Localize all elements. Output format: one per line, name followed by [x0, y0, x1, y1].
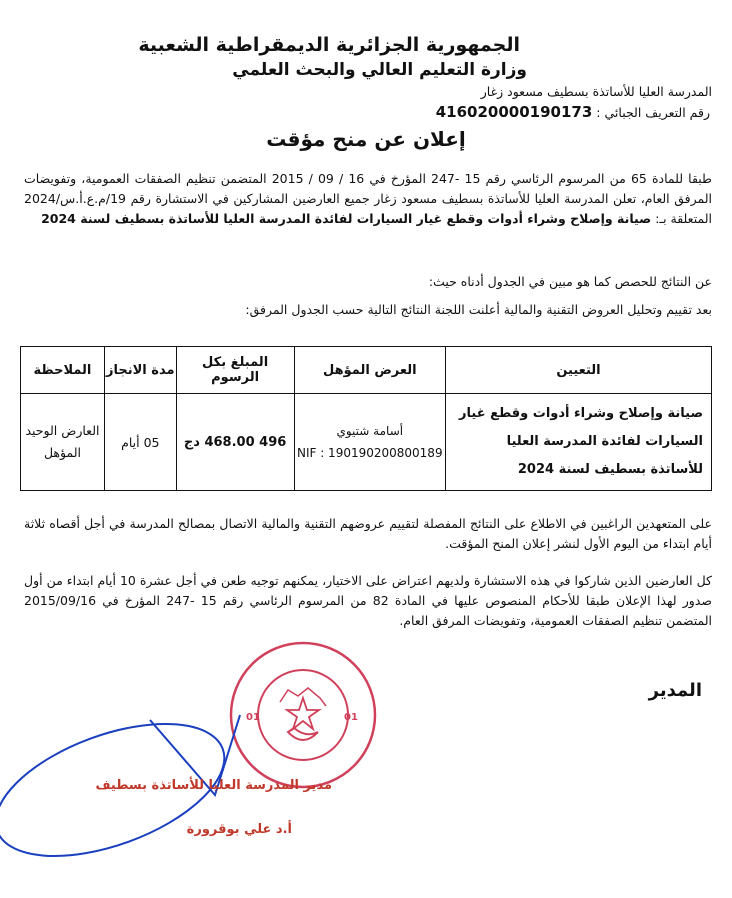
intro-subject: صيانة وإصلاح وشراء أدوات وقطع غيار السيارات لفائدة المدرسة العليا للأساتذة بسطيف لسنة 2024	[41, 211, 652, 226]
table-row	[21, 394, 712, 491]
table-header-row	[21, 347, 712, 394]
header-designation: التعيين	[445, 347, 711, 394]
cell-amount: 496 468.00 دج	[176, 394, 294, 491]
results-table	[20, 346, 712, 491]
cell-bidder	[294, 394, 445, 491]
header-note: الملاحظة	[21, 347, 105, 394]
director-label: المدير	[648, 680, 702, 701]
notice-details: على المتعهدين الراغبين في الاطلاع على النتائج المفصلة لتقييم عروضهم التقنية والمالية الاتصال بمصالح المدرسة في أجل أقصاه ثلاثة أيام ابتداء من اليوم الأول لنشر إعلان المنح المؤقت.	[24, 516, 712, 551]
school-name: المدرسة العليا للأساتذة بسطيف مسعود زغار	[480, 84, 712, 99]
tax-id	[436, 103, 710, 121]
stamp-number-right: 01	[344, 712, 358, 723]
bidder-nif: NIF : 190190200800189	[296, 446, 443, 460]
header-amount: المبلغ بكل الرسوم	[176, 347, 294, 394]
header-bidder: العرض المؤهل	[294, 347, 445, 394]
ministry-header: وزارة التعليم العالي والبحث العلمي	[232, 60, 527, 80]
signatory-name: أ.د علي بوقرورة	[186, 822, 292, 837]
header-duration: مدة الانجاز	[104, 347, 176, 394]
notice-appeal: كل العارضين الذين شاركوا في هذه الاستشارة ولديهم اعتراض على الاختيار، يمكنهم توجيه طعن في أجل عشرة 10 أيام ابتداء من أول صدور لهذا الإعلان طبقا للأحكام المنصوص عليها في المادة 82 من المرسوم الرئاسي رقم 15 -247 المؤرخ في 2015/09/16 المتضمن تنظيم الصفقات العمومية، وتفويضات المرفق العام.	[24, 573, 712, 628]
tax-id-value: 416020000190173	[435, 103, 593, 121]
cell-duration: 05 أيام	[104, 394, 176, 491]
results-line: عن النتائج للحصص كما هو مبين في الجدول أدناه حيث:	[428, 274, 712, 289]
page-title: إعلان عن منح مؤقت	[266, 127, 466, 151]
republic-header: الجمهورية الجزائرية الديمقراطية الشعبية	[138, 34, 520, 56]
tax-id-label: رقم التعريف الجبائي :	[596, 105, 710, 120]
evaluation-line: بعد تقييم وتحليل العروض التقنية والمالية أعلنت اللجنة النتائج التالية حسب الجدول المرفق:	[245, 302, 712, 317]
cell-note: العارض الوحيد المؤهل	[21, 394, 105, 491]
signature-title: مدير المدرسة العليا للأساتذة بسطيف	[95, 778, 332, 793]
cell-designation: صيانة وإصلاح وشراء أدوات وقطع غيار السيارات لفائدة المدرسة العليا للأساتذة بسطيف لسنة 2024	[445, 394, 711, 491]
intro-text: طبقا للمادة 65 من المرسوم الرئاسي رقم 15 -247 المؤرخ في 16 / 09 / 2015 المتضمن تنظيم الصفقات العمومية، وتفويضات المرفق العام، تعلن المدرسة العليا للأساتذة بسطيف مسعود زغار جميع العارضين المشاركين في الاستشارة رقم 19/م.ع.أ.س/2024 المتعلقة بـ:	[24, 171, 713, 226]
intro-paragraph	[24, 169, 712, 229]
bidder-name: أسامة شتيوي	[336, 424, 404, 438]
stamp-number: 01	[246, 712, 260, 723]
